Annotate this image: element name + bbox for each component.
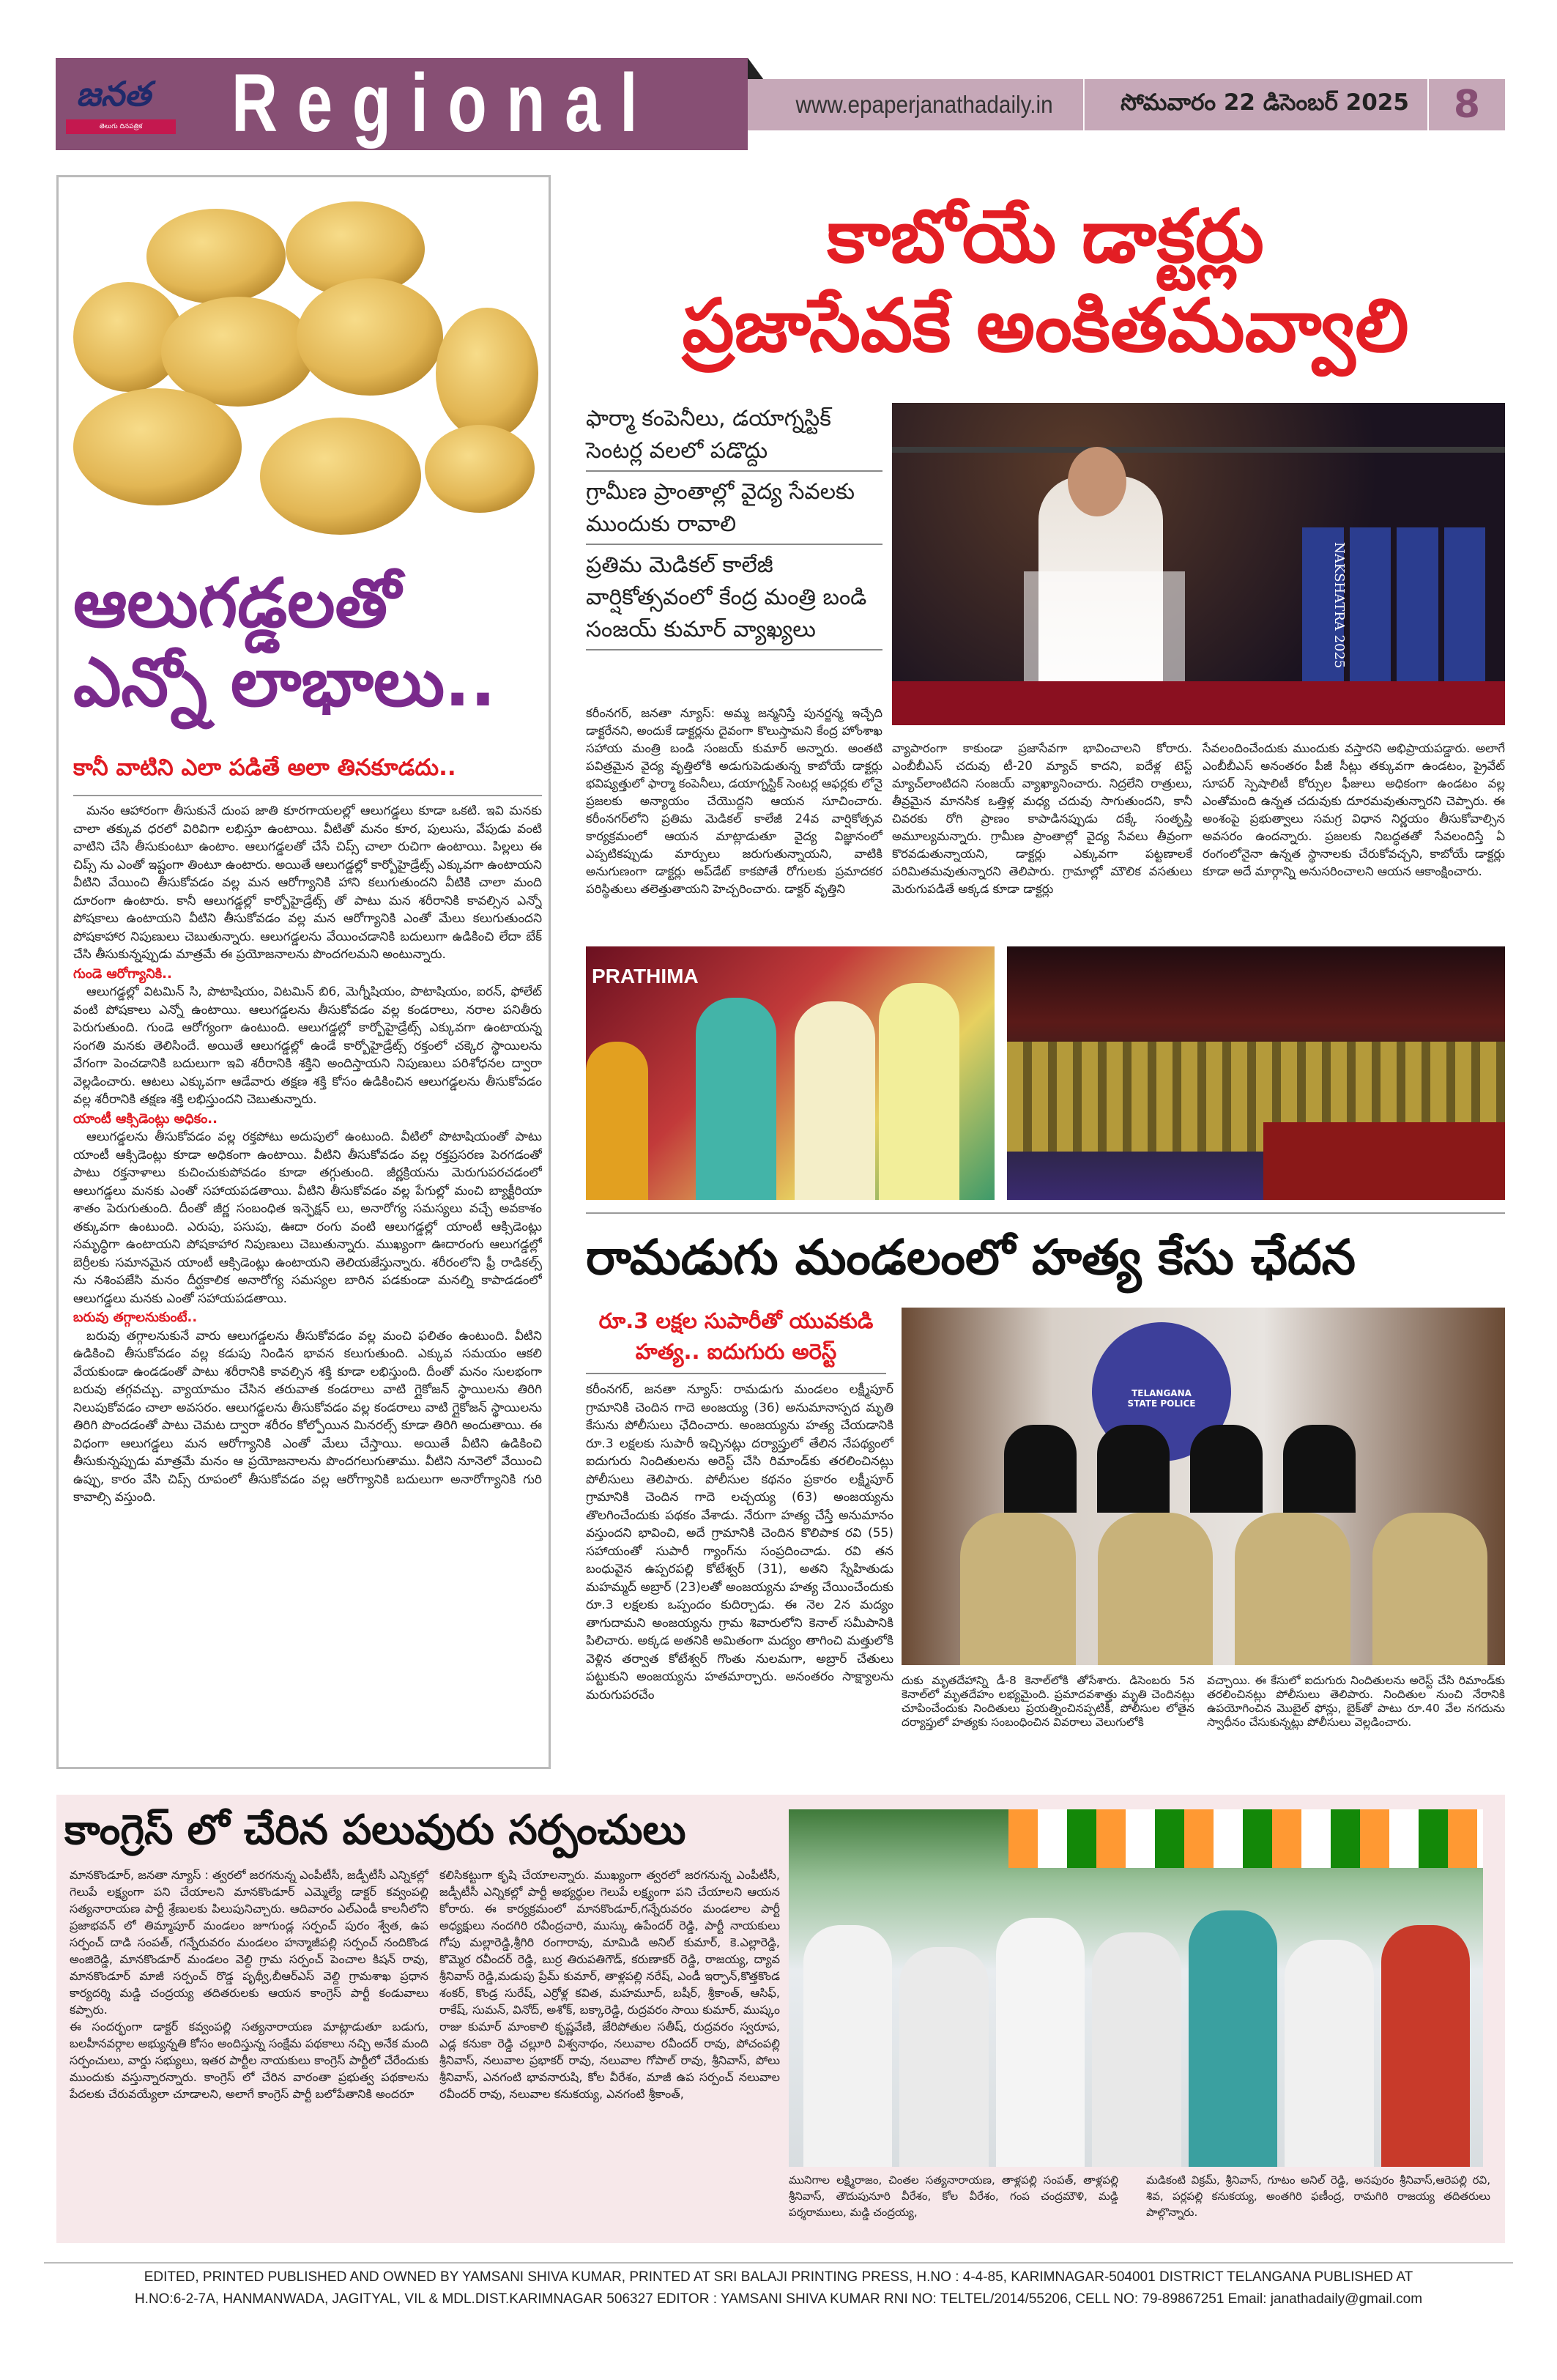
potato [146, 209, 286, 304]
website-url[interactable]: www.epaperjanathadaily.in [765, 79, 1085, 130]
section-title: Regional [231, 57, 658, 149]
cultural-performance-photo [1007, 946, 1505, 1200]
doctor-column-2: వ్యాపారంగా కాకుండా ప్రజాసేవగా భావించాలని కోరారు. ఎంబీబీఎస్ చదువు టీ-20 మ్యాచ్ కాదని, ఐదేళ్ల టెస్ట్ మ్యాచ్‌లాంటిదని సంజయ్ వ్యాఖ్యానించారు. నిద్రలేని రాత్రులు, తీవ్రమైన మానసిక ఒత్తిళ్ల మధ్య చదువు సాగుతుందని, కానీ చివరకు రోగి ప్రాణం కాపాడినప్పుడు దక్కే సంతృప్తి అమూల్యమన్నారు. గ్రామీణ ప్రాంతాల్లో వైద్య సేవలు తీవ్రంగా కొరవడుతున్నాయని, డాక్టర్లు ఎక్కువగా పట్టణాలకే పరిమితమవుతున్నారని తెలిపారు. గ్రామాల్లో మౌలిక వసతులు మెరుగుపడితే అక్కడ కూడా డాక్టర్లు [892, 741, 1192, 896]
corner-decoration [748, 58, 764, 80]
police-press-meet-photo: TELANGANA STATE POLICE [902, 1308, 1505, 1665]
potato-subheadline: కానీ వాటిని ఎలా పడితే అలా తినకూడదు.. [73, 755, 542, 796]
minister-speech-photo [892, 403, 1505, 725]
info-bar [748, 79, 1505, 130]
banner-text: NAKSHATRA 2025 [1331, 542, 1347, 669]
potato [436, 308, 538, 440]
doctor-headline: కాబోయే డాక్టర్లు ప్రజాసేవకే అంకితమవ్వాలి [682, 193, 1409, 368]
doctor-column-3: సేవలందించేందుకు ముందుకు వస్తారని అభిప్రాయపడ్డారు. అలాగే ఎంబీబీఎస్ అనంతరం పీజీ సీట్లు తక్కువగా ఉండటం, ప్రైవేట్ సూపర్ స్పెషాలిటీ కోర్సుల ఫీజులు అధికంగా ఉండటం వల్ల ఎంతోమంది ఉన్నత చదువుకు దూరమవుతున్నారని చెప్పారు. ఈ అంశంపై ప్రభుత్వాలు సమగ్ర విధాన నిర్ణయం తీసుకోవాల్సిన అవసరం ఉందన్నారు. ప్రజలకు నిబద్ధతతో సేవలందిస్తే ఏ రంగంలోనైనా ఉన్నత స్థానాలకు చేరుకోవచ్చని, కాబోయే డాక్టర్లు కూడా అదే మార్గాన్ని అనుసరించాలని ఆయన ఆకాంక్షించారు. [1203, 741, 1505, 878]
newspaper-logo: జనత తెలుగు దినపత్రిక [66, 71, 176, 137]
potato-headline: ఆలుగడ్డలతో ఎన్నో లాభాలు.. [73, 564, 496, 722]
congress-joining-photo [789, 1809, 1483, 2167]
page-number: 8 [1453, 83, 1481, 127]
potato [297, 278, 443, 396]
potato [425, 425, 535, 513]
congress-column-1: మానకొండూర్, జనతా న్యూస్ : త్వరలో జరగనున్న ఎంపీటీసీ, జడ్పీటీసీ ఎన్నికల్లో గెలుపే లక్ష్యంగా పని చేయాలని మానకొండూర్ ఎమ్మెల్యే డాక్టర్ కవ్వంపల్లి సత్యనారాయణ పార్టీ శ్రేణులకు పిలుపునిచ్చారు. ఆదివారం ఎల్ఎండీ కాలనీలోని ప్రజాభవన్ లో తిమ్మాపూర్ మండలం జూగుండ్ల సర్పంచ్ పురం శ్వేత, ఉప సర్పంచ్ దాడి సంపత్, గన్నేరువరం మండలం హన్మాజీపల్లి సర్పంచ్ నందికొండ అంజిరెడ్డి, మానకొండూర్ మండలం వెల్ది గ్రామ సర్పంచ్ పెంచాల కిషన్ రావు, మానకొండూర్ మాజీ సర్పంచ్ రొడ్డ పృథ్వీ,బీఆర్ఎస్ వెల్ది గ్రామశాఖ ప్రధాన కార్యదర్శి మడ్డి చంద్రయ్య తదితరులకు ఆయన కాంగ్రెస్ పార్టీ కండువాలు కప్పారు. ఈ సందర్భంగా డాక్టర్ కవ్వంపల్లి సత్యనారాయణ మాట్లాడుతూ బడుగు, బలహీనవర్గాల అభ్యున్నతి కోసం అందిస్తున్న సంక్షేమ పథకాలు నచ్చి అనేక మంది సర్పంచులు, వార్డు సభ్యులు, ఇతర పార్టీల నాయకులు కాంగ్రెస్ పార్టీలో చేరేందుకు ముందుకు వస్తున్నారన్నారు. కాంగ్రెస్ లో చేరిన వారంతా ప్రభుత్వ పథకాలను పేదలకు చేరువయ్యేలా చూడాలని, అలాగే కాంగ్రెస్ పార్టీ బలోపేతానికి అందరూ [70, 1868, 428, 2101]
potato [73, 388, 242, 505]
imprint-footer: EDITED, PRINTED PUBLISHED AND OWNED BY YAMSANI SHIVA KUMAR, PRINTED AT SRI BALAJI PRINTING PRESS, H.NO : 4-4-85, KARIMNAGAR-504001 DISTRICT TELANGANA PUBLISHED AT H.NO:6-2-7A, HANMANWADA, JAGITYAL, VIL & MDL.DIST.KARIMNAGAR 506327 EDITOR : YAMSANI SHIVA KUMAR RNI NO: TELTEL/2014/55206, CELL NO: 79-89867251 Email: janathadaily@gmail.com [44, 2262, 1513, 2310]
congress-column-4: మడికంటి విక్రమ్, శ్రీనివాస్, గూటం అనిల్ రెడ్డి, అనపురం శ్రీనివాస్,ఆరెపల్లి రవి, శివ, పర్లపల్లి కనుకయ్య, అంతగిరి ఫణీంద్ర, రామగిరి రాజయ్య తదితరులు పాల్గొన్నారు. [1146, 2173, 1490, 2219]
divider [586, 1212, 1505, 1214]
potato-article-body: మనం ఆహారంగా తీసుకునే దుంప జాతి కూరగాయలల్లో ఆలుగడ్డలు కూడా ఒకటి. ఇవి మనకు చాలా తక్కువ ధరలో విరివిగా లభిస్తూ ఉంటాయి. వీటితో మనం కూర, పులుసు, వేపుడు వంటి వాటిని చేసి తీసుకుంటూ ఉంటాం. ఆలుగడ్డలతో చేసే చిప్స్ చాలా రుచిగా ఉంటాయి. పిల్లలు ఈ చిప్స్ ను ఎంతో ఇష్టంగా తింటూ ఉంటారు. అయితే ఆలుగడ్డల్లో కార్బోహైడ్రేట్స్ ఎక్కువగా ఉంటాయని వీటిని వేయించి తీసుకోవడం వల్ల మన ఆరోగ్యానికి హాని కలుగుతుందని వీటికి చాలా మంది దూరంగా ఉంటారు. కానీ ఆలుగడ్డల్లో కార్బోహైడ్రేట్స్ తో పాటు మన శరీరానికి కావల్సిన ఎన్నో పోషకాలు ఉంటాయని వీటిని తీసుకోవడం వల్ల మన ఆరోగ్యానికి ఎంతో మేలు కలుగుతుందని పోషకాహార నిపుణులు చెబుతున్నారు. ఆలుగడ్డలను వేయించడానికి బదులుగా ఉడికించి లేదా బేక్ చేసి తీసుకున్నప్పుడు మాత్రమే ఈ ప్రయోజనాలను పొందగలమని అంటున్నారు. గుండె ఆరోగ్యానికి.. ఆలుగడ్డల్లో విటమిన్ సి, పొటాషియం, విటమిన్ బి6, మెగ్నీషియం, పొటాషియం, ఐరన్, ఫోలేట్ వంటి పోషకాలు ఎన్నో ఉంటాయి. ఆలుగడ్డలను తీసుకోవడం వల్ల కండరాలు, నరాల పనితీరు పెరుగుతుంది. గుండె ఆరోగ్యంగా ఉంటుంది. ఆలుగడ్డల్లో కార్బోహైడ్రేట్స్ ఎక్కువగా ఉంటాయన్న సంగతి మనకు తెలిసిందే. అయితే ఆలుగడ్డల్లో ఉండే కార్బోహైడ్రేట్స్ రక్తంలో చక్కెర స్థాయిలను వేగంగా పెంచడానికి బదులుగా ఇవి శరీరానికి శక్తిని అందిస్తాయని నిపుణులు పరిశోధనల ద్వారా వెల్లడించారు. ఆటలు ఎక్కువగా ఆడేవారు తక్షణ శక్తి కోసం ఉడికించిన ఆలుగడ్డలను తీసుకోవడం వల్ల శరీరానికి తక్షణ శక్తి లభిస్తుందని చెబుతున్నారు. యాంటీ ఆక్సిడెంట్లు అధికం.. ఆలుగడ్డలను తీసుకోవడం వల్ల రక్తపోటు అదుపులో ఉంటుంది. వీటిలో పొటాషియంతో పాటు యాంటీ ఆక్సిడెంట్లు కూడా అధికంగా ఉంటాయి. వీటిని తీసుకోవడం వల్ల రక్తప్రసరణ పెరగడంతో పాటు రక్తనాళాలు కుచించుకుపోవడం కూడా తగ్గుతుంది. జీర్ణక్రియను మెరుగుపరచడంలో ఆలుగడ్డలు మనకు ఎంతో సహాయపడతాయి. వీటిని తీసుకోవడం వల్ల పేగుల్లో మంచి బ్యాక్టీరియా శాతం పెరుగుతుంది. దీంతో జీర్ణ సంబంధిత ఇన్ఫెక్షన్ లు, అనారోగ్య సమస్యలు వచ్చే అవకాశం తక్కువగా ఉంటుంది. ఎరుపు, పసుపు, ఊదా రంగు వంటి ఆలుగడ్డల్లో యాంటీ ఆక్సిడెంట్లు సమృద్ధిగా ఉంటాయని పోషకాహార నిపుణులు చెబుతున్నారు. ముఖ్యంగా ఊదారంగు ఆలుగడ్డల్లో బెర్రీలకు సమానమైన యాంటీ ఆక్సిడెంట్లు ఉంటాయని తెలియజేస్తున్నారు. శరీరంలోని ఫ్రీ రాడికల్స్ ను నశింపజేసి మనం దీర్ఘకాలిక అనారోగ్య సమస్యల బారిన పడకుండా మనల్ని కాపాడడంలో ఆలుగడ్డలు మనకు ఎంతో సహాయపడతాయి. బరువు తగ్గాలనుకుంటే.. బరువు తగ్గాలనుకునే వారు ఆలుగడ్డలను తీసుకోవడం వల్ల మంచి ఫలితం ఉంటుంది. వీటిని ఉడికించి తీసుకోవడం వల్ల కడుపు నిండిన భావన కలుగుతుంది. ఎక్కువ సమయం ఆకలి వేయకుండా ఉండడంతో పాటు శరీరానికి కావల్సిన శక్తి కూడా లభిస్తుంది. దీంతో మనం సులభంగా బరువు తగ్గవచ్చు. వ్యాయామం చేసిన తరువాత కండరాలు వాటి గ్లైకోజన్ స్థాయిలను తిరిగి నిలుపుకోవడం చాలా అవసరం. ఆలుగడ్డలను తీసుకోవడం వల్ల కండరాలు వాటి గ్లైకోజన్ స్థాయిలను తిరిగి పొందడంతో పాటు చెమట ద్వారా శరీరం కోల్పోయిన మినరల్స్ కూడా తిరిగి అందుతాయి. ఈ విధంగా ఆలుగడ్డలు మన ఆరోగ్యానికి ఎంతో మేలు చేస్తాయి. అయితే వీటిని ఉడికించి తీసుకున్నప్పుడు మాత్రమే మనం ఆ ప్రయోజనాలను పొందగలుగుతాము. వీటిని నూనెలో వేయించి ఉప్పు, కారం వేసి చిప్స్ రూపంలో తీసుకోవడం వల్ల ఆరోగ్యానికి బదులుగా అనారోగ్యానికి గురి కావాల్సి వస్తుంది. [73, 804, 542, 1505]
murder-case-body: కరీంనగర్, జనతా న్యూస్: రామడుగు మండలం లక్ష్మీపూర్ గ్రామానికి చెందిన గాదె అంజయ్య (36) అనుమానాస్పద మృతి కేసును పోలీసులు ఛేదించారు. అంజయ్యను హత్య చేయడానికి రూ.3 లక్షలకు సుపారీ ఇచ్చినట్లు దర్యాప్తులో తేలిన నేపథ్యంలో ఐదుగురు నిందితులను అరెస్ట్ చేసి రిమాండ్‌కు తరలించినట్లు పోలీసులు తెలిపారు. పోలీసుల కథనం ప్రకారం లక్ష్మీపూర్ గ్రామానికి చెందిన గాదె లచ్చయ్య (63) అంజయ్యను తొలగించేందుకు పథకం వేశాడు. నేరుగా హత్య చేస్తే అనుమానం వస్తుందని భావించి, అదే గ్రామానికి చెందిన కొలిపాక రవి (55) సహాయంతో సుపారీ గ్యాంగ్‌ను సంప్రదించాడు. రవి తన బంధువైన ఉప్పరపల్లి కోటేశ్వర్ (31), అతని స్నేహితుడు మహమ్మద్ అబ్రార్ (23)లతో అంజయ్యను హత్య చేయించేందుకు రూ.3 లక్షలకు ఒప్పందం కుదిర్చాడు. ఈ నెల 2న మద్యం తాగుదామని అంజయ్యను గ్రామ శివారులోని కెనాల్ సమీపానికి పిలిచారు. అక్కడ అతనికి అమితంగా మద్యం తాగించి మత్తులోకి వెళ్లిన తర్వాత కోటేశ్వర్ గొంతు నులమగా, అబ్రార్ చేతులు పట్టుకుని అంజయ్యను హతమార్చారు. అనంతరం సాక్ష్యాలను మరుగుపరచేం [586, 1382, 893, 1702]
congress-headline: కాంగ్రెస్ లో చేరిన పలువురు సర్పంచులు [64, 1806, 686, 1854]
doctor-subheads: ఫార్మా కంపెనీలు, డయాగ్నస్టిక్ సెంటర్ల వలలో పడొద్దు గ్రామీణ ప్రాంతాల్లో వైద్య సేవలకు ముందుకు రావాలి ప్రతిమ మెడికల్ కాలేజీ వార్షికోత్సవంలో కేంద్ర మంత్రి బండి సంజయ్ కుమార్ వ్యాఖ్యలు [586, 403, 882, 655]
potato [260, 418, 421, 535]
murder-case-subheadline: రూ.3 లక్షల సుపారీతో యువకుడి హత్య.. ఐదుగురు అరెస్ట్ [586, 1305, 886, 1374]
award-ceremony-photo: PRATHIMA [586, 946, 995, 1200]
congress-column-3: మునిగాల లక్ష్మిరాజం, చింతల సత్యనారాయణ, తాళ్లపల్లి సంపత్, తాళ్లపల్లి శ్రీనివాస్, తౌదుపునూరి వీరేశం, కోల వీరేశం, గంప చంద్రమౌళి, మడ్డి పర్శరాములు, మడ్డి చంద్రయ్య, [789, 2173, 1118, 2219]
murder-case-column-3: వచ్చాయి. ఈ కేసులో ఐదుగురు నిందితులను అరెస్ట్ చేసి రిమాండ్‌కు తరలించినట్లు పోలీసులు తెలిపారు. నిందితుల నుంచి నేరానికి ఉపయోగించిన మొబైల్ ఫోన్లు, బైక్‌తో పాటు రూ.40 వేల నగదును స్వాధీనం చేసుకున్నట్లు పోలీసులు వెల్లడించారు. [1207, 1674, 1505, 1729]
doctor-column-1: కరీంనగర్, జనతా న్యూస్: అమ్మ జన్మనిస్తే పునర్జన్మ ఇచ్చేది డాక్టరేనని, అందుకే డాక్టర్లను దైవంగా కొలుస్తామని కేంద్ర హోంశాఖ సహాయ మంత్రి బండి సంజయ్ కుమార్ అన్నారు. అంతటి పవిత్రమైన వైద్య వృత్తిలోకి అడుగుపెడుతున్న కాబోయే డాక్టర్లు భవిష్యత్తులో ఫార్మా కంపెనీలు, డయాగ్నస్టిక్ సెంటర్ల ఆఫర్లకు లోనై ప్రజలకు అన్యాయం చేయొద్దని ఆయన సూచించారు. కరీంనగర్‌లోని ప్రతిమ మెడికల్ కాలేజీ 24వ వార్షికోత్సవ కార్యక్రమంలో ఆయన మాట్లాడుతూ వైద్య విజ్ఞానంలో ఎప్పటికప్పుడు మార్పులు జరుగుతున్నాయని, వాటికి అనుగుణంగా డాక్టర్లు అప్‌డేట్ కాకపోతే రోగులకు ప్రమాదకర పరిస్థితులు తలెత్తుతాయని హెచ్చరించారు. డాక్టర్ వృత్తిని [586, 706, 882, 896]
congress-column-2: కలిసికట్టుగా కృషి చేయాలన్నారు. ముఖ్యంగా త్వరలో జరగనున్న ఎంపీటీసీ, జడ్పీటీసీ ఎన్నికల్లో పార్టీ అభ్యర్థుల గెలుపే లక్ష్యంగా పని చేయాలని ఆయన కోరారు. ఈ కార్యక్రమంలో మానకొండూర్,గన్నేరువరం మండలాల పార్టీ అధ్యక్షులు నందగిరి రవీంద్రచారి, ముస్కు ఉపేందర్ రెడ్డి, పార్టీ నాయకులు గోపు మల్లారెడ్డి,శ్రీగిరి రంగారావు, మామిడి అనిల్ కుమార్, కె.ఎల్లారెడ్డి, కొమ్మెర రవీందర్ రెడ్డి, బుర్ర తిరుపతిగౌడ్, కరుణాకర్ రెడ్డి, రాజయ్య, ద్యావ శ్రీనివాస్ రెడ్డి,మడుపు ప్రేమ్ కుమార్, తాళ్లపల్లి నరేష్, ఎండీ ఇర్ఫాన్,కొత్తకొండ శంకర్, కొండ్ర సురేష్, ఎర్రోళ్ల కవిత, మహమూద్, బషీర్, శ్రీకాంత్, ఆసిఫ్, రాకేష్, సుమన్, వినోద్, అశోక్, బక్కారెడ్డి, రుద్రవరం సాయి కుమార్, ముష్కం రాజు కుమార్ మాంకాలి కృష్ణవేణి, జేరిపోతుల సతీష్, రుద్రవరం స్వరూప, ఎడ్ల కనుకా రెడ్డి చల్లూరి విశ్వనాథం, నలువాల రవీందర్ రావు, పోచంపల్లి శ్రీనివాస్, నలువాల ప్రభాకర్ రావు, నలువాల గోపాల్ రావు, శ్రీనివాస్, పోలు శ్రీనివాస్, ఎనగంటి భావనారుషి, కోల వీరేశం, మాజీ ఉప సర్పంచ్ నలువాల రవీందర్ రావు, నలువాల కనుకయ్య, ఎనగంటి శ్రీకాంత్, [439, 1868, 780, 2101]
murder-case-column-2: దుకు మృతదేహాన్ని డీ-8 కెనాల్‌లోకి తోసేశారు. డిసెంబరు 5న కెనాల్‌లో మృతదేహం లభ్యమైంది. ప్రమాదవశాత్తు మృతి చెందినట్లు చూపించేందుకు నిందితులు ప్రయత్నించినప్పటికీ, పోలీసుల లోతైన దర్యాప్తులో హత్యకు సంబంధించిన వివరాలు వెలుగులోకి [902, 1674, 1194, 1729]
issue-date: సోమవారం 22 డిసెంబర్ 2025 [1102, 79, 1429, 130]
potato [161, 297, 315, 407]
murder-case-headline: రామడుగు మండలంలో హత్య కేసు ఛేదన [586, 1229, 1356, 1286]
masthead [56, 58, 748, 150]
potatoes-photo [70, 190, 540, 549]
